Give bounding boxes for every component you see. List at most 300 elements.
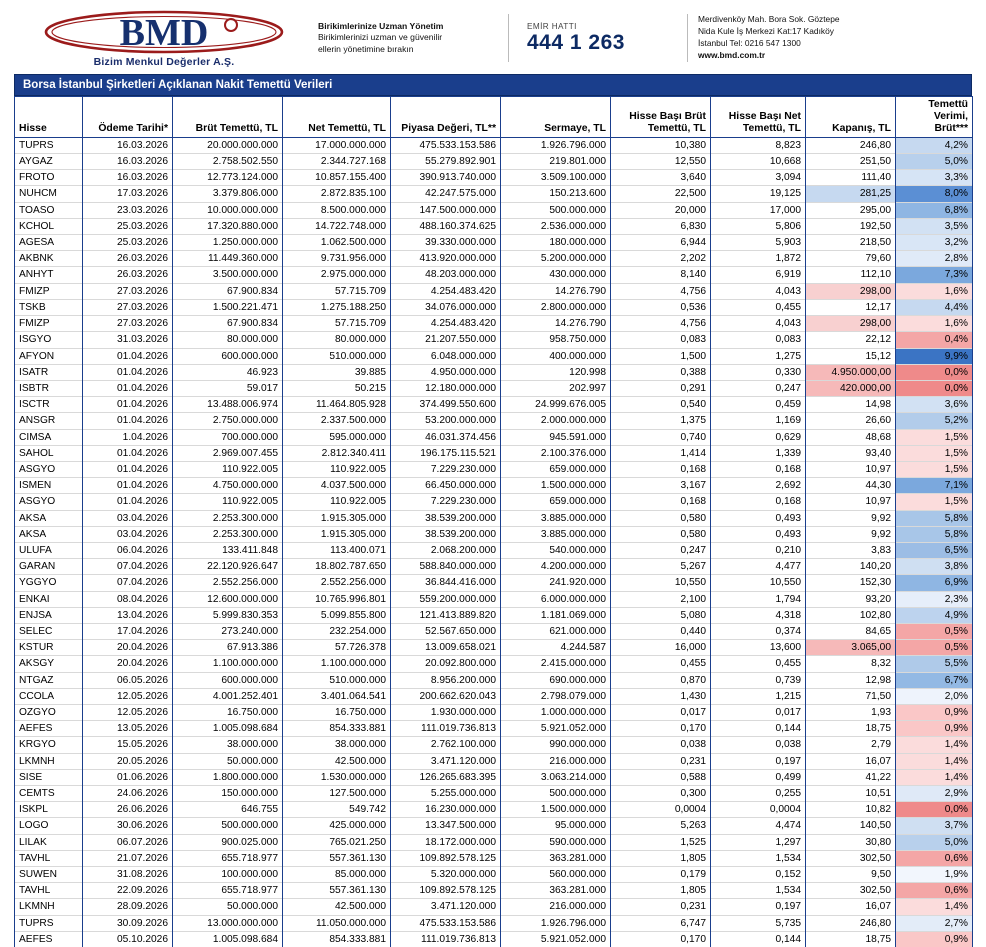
cell-hisse-basi-brut: 2,202	[611, 251, 711, 267]
cell-net-temettu: 595.000.000	[283, 429, 391, 445]
cell-odeme-tarihi: 30.09.2026	[83, 915, 173, 931]
cell-sermaye: 990.000.000	[501, 737, 611, 753]
cell-brut-temettu: 2.750.000.000	[173, 413, 283, 429]
cell-net-temettu: 5.099.855.800	[283, 607, 391, 623]
cell-sermaye: 363.281.000	[501, 850, 611, 866]
cell-brut-temettu: 80.000.000	[173, 332, 283, 348]
cell-sermaye: 1.926.796.000	[501, 915, 611, 931]
cell-hisse-basi-brut: 0,588	[611, 769, 711, 785]
cell-odeme-tarihi: 31.03.2026	[83, 332, 173, 348]
cell-hisse-basi-net: 0,493	[711, 526, 806, 542]
cell-hisse-basi-net: 0,247	[711, 380, 806, 396]
cell-piyasa-degeri: 121.413.889.820	[391, 607, 501, 623]
cell-net-temettu: 4.037.500.000	[283, 478, 391, 494]
cell-piyasa-degeri: 196.175.115.521	[391, 445, 501, 461]
cell-kapanis: 8,32	[806, 656, 896, 672]
cell-kapanis: 140,50	[806, 818, 896, 834]
cell-sermaye: 659.000.000	[501, 461, 611, 477]
cell-brut-temettu: 600.000.000	[173, 672, 283, 688]
cell-net-temettu: 42.500.000	[283, 753, 391, 769]
table-body	[15, 137, 973, 947]
cell-odeme-tarihi: 12.05.2026	[83, 688, 173, 704]
hotline-block	[519, 22, 677, 54]
cell-brut-temettu: 12.773.124.000	[173, 170, 283, 186]
cell-piyasa-degeri: 488.160.374.625	[391, 218, 501, 234]
cell-net-temettu: 85.000.000	[283, 867, 391, 883]
col-header-brut-temettu[interactable]: Brüt Temettü, TL	[173, 97, 283, 138]
table-row	[15, 332, 973, 348]
cell-temettu-verimi: 3,6%	[896, 397, 973, 413]
table-row	[15, 397, 973, 413]
cell-hisse-basi-net: 4,043	[711, 316, 806, 332]
cell-sermaye: 659.000.000	[501, 494, 611, 510]
cell-brut-temettu: 1.800.000.000	[173, 769, 283, 785]
cell-piyasa-degeri: 559.200.000.000	[391, 591, 501, 607]
cell-hisse-basi-net: 4,474	[711, 818, 806, 834]
cell-brut-temettu: 3.500.000.000	[173, 267, 283, 283]
cell-temettu-verimi: 0,6%	[896, 850, 973, 866]
cell-hisse: ASGYO	[15, 461, 83, 477]
cell-kapanis: 281,25	[806, 186, 896, 202]
col-header-odeme-tarihi[interactable]: Ödeme Tarihi*	[83, 97, 173, 138]
cell-sermaye: 3.885.000.000	[501, 510, 611, 526]
cell-sermaye: 216.000.000	[501, 753, 611, 769]
cell-piyasa-degeri: 475.533.153.586	[391, 915, 501, 931]
cell-net-temettu: 2.337.500.000	[283, 413, 391, 429]
table-row	[15, 575, 973, 591]
cell-temettu-verimi: 7,3%	[896, 267, 973, 283]
cell-hisse-basi-brut: 0,231	[611, 899, 711, 915]
cell-net-temettu: 8.500.000.000	[283, 202, 391, 218]
cell-temettu-verimi: 6,8%	[896, 202, 973, 218]
cell-kapanis: 71,50	[806, 688, 896, 704]
cell-odeme-tarihi: 23.03.2026	[83, 202, 173, 218]
cell-sermaye: 945.591.000	[501, 429, 611, 445]
table-row	[15, 364, 973, 380]
cell-temettu-verimi: 3,2%	[896, 235, 973, 251]
cell-temettu-verimi: 4,9%	[896, 607, 973, 623]
cell-kapanis: 79,60	[806, 251, 896, 267]
cell-kapanis: 1,93	[806, 704, 896, 720]
cell-brut-temettu: 67.900.834	[173, 316, 283, 332]
cell-hisse-basi-net: 0,144	[711, 721, 806, 737]
cell-brut-temettu: 2.552.256.000	[173, 575, 283, 591]
cell-kapanis: 420.000,00	[806, 380, 896, 396]
cell-temettu-verimi: 1,4%	[896, 769, 973, 785]
cell-kapanis: 16,07	[806, 899, 896, 915]
cell-kapanis: 302,50	[806, 883, 896, 899]
cell-hisse-basi-net: 3,094	[711, 170, 806, 186]
table-row	[15, 413, 973, 429]
cell-temettu-verimi: 1,4%	[896, 753, 973, 769]
cell-brut-temettu: 273.240.000	[173, 623, 283, 639]
hotline-number: 444 1 263	[527, 30, 625, 54]
cell-piyasa-degeri: 53.200.000.000	[391, 413, 501, 429]
table-row	[15, 494, 973, 510]
cell-hisse: AYGAZ	[15, 154, 83, 170]
cell-piyasa-degeri: 7.229.230.000	[391, 461, 501, 477]
cell-hisse: ISKPL	[15, 802, 83, 818]
cell-sermaye: 2.415.000.000	[501, 656, 611, 672]
cell-odeme-tarihi: 25.03.2026	[83, 218, 173, 234]
cell-kapanis: 10,51	[806, 785, 896, 801]
cell-odeme-tarihi: 31.08.2026	[83, 867, 173, 883]
cell-hisse-basi-net: 6,919	[711, 267, 806, 283]
cell-piyasa-degeri: 475.533.153.586	[391, 137, 501, 153]
cell-hisse-basi-brut: 1,805	[611, 883, 711, 899]
cell-temettu-verimi: 0,0%	[896, 802, 973, 818]
cell-brut-temettu: 150.000.000	[173, 785, 283, 801]
cell-net-temettu: 11.464.805.928	[283, 397, 391, 413]
cell-net-temettu: 2.812.340.411	[283, 445, 391, 461]
cell-net-temettu: 3.401.064.541	[283, 688, 391, 704]
cell-odeme-tarihi: 12.05.2026	[83, 704, 173, 720]
cell-kapanis: 111,40	[806, 170, 896, 186]
cell-brut-temettu: 133.411.848	[173, 542, 283, 558]
cell-hisse-basi-brut: 0,536	[611, 299, 711, 315]
cell-odeme-tarihi: 20.04.2026	[83, 656, 173, 672]
cell-brut-temettu: 2.253.300.000	[173, 526, 283, 542]
cell-hisse: LKMNH	[15, 899, 83, 915]
cell-hisse: ULUFA	[15, 542, 83, 558]
cell-temettu-verimi: 1,4%	[896, 899, 973, 915]
cell-sermaye: 621.000.000	[501, 623, 611, 639]
cell-hisse-basi-brut: 0,017	[611, 704, 711, 720]
cell-hisse-basi-brut: 20,000	[611, 202, 711, 218]
cell-sermaye: 180.000.000	[501, 235, 611, 251]
table-row	[15, 656, 973, 672]
dividend-table	[14, 96, 973, 947]
cell-sermaye: 216.000.000	[501, 899, 611, 915]
cell-hisse: SAHOL	[15, 445, 83, 461]
cell-net-temettu: 765.021.250	[283, 834, 391, 850]
cell-piyasa-degeri: 147.500.000.000	[391, 202, 501, 218]
cell-odeme-tarihi: 01.04.2026	[83, 445, 173, 461]
cell-kapanis: 10,97	[806, 494, 896, 510]
cell-kapanis: 12,17	[806, 299, 896, 315]
cell-net-temettu: 2.552.256.000	[283, 575, 391, 591]
cell-piyasa-degeri: 5.320.000.000	[391, 867, 501, 883]
cell-kapanis: 10,97	[806, 461, 896, 477]
cell-brut-temettu: 11.449.360.000	[173, 251, 283, 267]
cell-kapanis: 14,98	[806, 397, 896, 413]
cell-sermaye: 3.885.000.000	[501, 526, 611, 542]
cell-odeme-tarihi: 20.04.2026	[83, 640, 173, 656]
table-row	[15, 526, 973, 542]
col-header-net-temettu[interactable]: Net Temettü, TL	[283, 97, 391, 138]
cell-brut-temettu: 1.100.000.000	[173, 656, 283, 672]
cell-hisse-basi-net: 1,275	[711, 348, 806, 364]
cell-brut-temettu: 500.000.000	[173, 818, 283, 834]
cell-odeme-tarihi: 27.03.2026	[83, 316, 173, 332]
table-row	[15, 186, 973, 202]
cell-hisse-basi-brut: 5,267	[611, 559, 711, 575]
cell-odeme-tarihi: 21.07.2026	[83, 850, 173, 866]
cell-piyasa-degeri: 390.913.740.000	[391, 170, 501, 186]
address-block	[698, 14, 840, 62]
cell-piyasa-degeri: 13.347.500.000	[391, 818, 501, 834]
website-link[interactable]: www.bmd.com.tr	[698, 49, 766, 60]
col-header-hisse[interactable]: Hisse	[15, 97, 83, 138]
cell-temettu-verimi: 3,8%	[896, 559, 973, 575]
table-header-row	[15, 97, 973, 138]
cell-temettu-verimi: 5,0%	[896, 154, 973, 170]
table-row	[15, 202, 973, 218]
cell-odeme-tarihi: 01.04.2026	[83, 413, 173, 429]
cell-hisse-basi-net: 2,692	[711, 478, 806, 494]
address-line-2: Nida Kule İş Merkezi Kat:17 Kadıköy	[698, 26, 834, 37]
cell-temettu-verimi: 0,0%	[896, 380, 973, 396]
cell-hisse-basi-brut: 0,170	[611, 721, 711, 737]
cell-kapanis: 9,50	[806, 867, 896, 883]
cell-brut-temettu: 50.000.000	[173, 753, 283, 769]
cell-piyasa-degeri: 4.950.000.000	[391, 364, 501, 380]
cell-temettu-verimi: 2,9%	[896, 785, 973, 801]
cell-piyasa-degeri: 588.840.000.000	[391, 559, 501, 575]
table-row	[15, 915, 973, 931]
cell-hisse-basi-brut: 16,000	[611, 640, 711, 656]
cell-piyasa-degeri: 52.567.650.000	[391, 623, 501, 639]
cell-sermaye: 95.000.000	[501, 818, 611, 834]
cell-hisse-basi-net: 1,339	[711, 445, 806, 461]
cell-hisse-basi-net: 5,903	[711, 235, 806, 251]
cell-temettu-verimi: 6,9%	[896, 575, 973, 591]
cell-brut-temettu: 1.005.098.684	[173, 931, 283, 947]
cell-piyasa-degeri: 200.662.620.043	[391, 688, 501, 704]
cell-odeme-tarihi: 20.05.2026	[83, 753, 173, 769]
cell-odeme-tarihi: 01.06.2026	[83, 769, 173, 785]
cell-odeme-tarihi: 30.06.2026	[83, 818, 173, 834]
cell-hisse-basi-net: 17,000	[711, 202, 806, 218]
table-title: Borsa İstanbul Şirketleri Açıklanan Nakit Temettü Verileri	[14, 74, 972, 96]
cell-hisse-basi-net: 0,499	[711, 769, 806, 785]
cell-kapanis: 251,50	[806, 154, 896, 170]
col-header-sermaye[interactable]: Sermaye, TL	[501, 97, 611, 138]
cell-piyasa-degeri: 20.092.800.000	[391, 656, 501, 672]
cell-hisse-basi-brut: 0,038	[611, 737, 711, 753]
cell-hisse: AEFES	[15, 721, 83, 737]
cell-hisse-basi-brut: 5,263	[611, 818, 711, 834]
company-logo	[14, 9, 314, 68]
cell-hisse-basi-brut: 3,640	[611, 170, 711, 186]
cell-hisse-basi-net: 0,330	[711, 364, 806, 380]
cell-hisse-basi-net: 0,455	[711, 299, 806, 315]
cell-temettu-verimi: 1,5%	[896, 494, 973, 510]
cell-net-temettu: 2.872.835.100	[283, 186, 391, 202]
cell-net-temettu: 9.731.956.000	[283, 251, 391, 267]
cell-sermaye: 24.999.676.005	[501, 397, 611, 413]
col-header-hisse-basi-brut[interactable]: Hisse Başı Brüt Temettü, TL	[611, 97, 711, 138]
cell-hisse-basi-net: 4,043	[711, 283, 806, 299]
cell-piyasa-degeri: 126.265.683.395	[391, 769, 501, 785]
cell-odeme-tarihi: 26.03.2026	[83, 267, 173, 283]
cell-net-temettu: 549.742	[283, 802, 391, 818]
cell-brut-temettu: 20.000.000.000	[173, 137, 283, 153]
cell-sermaye: 5.921.052.000	[501, 721, 611, 737]
divider-1	[508, 14, 509, 62]
col-header-piyasa-degeri[interactable]: Piyasa Değeri, TL**	[391, 97, 501, 138]
cell-temettu-verimi: 1,6%	[896, 283, 973, 299]
cell-net-temettu: 10.857.155.400	[283, 170, 391, 186]
cell-odeme-tarihi: 26.06.2026	[83, 802, 173, 818]
cell-hisse-basi-net: 5,806	[711, 218, 806, 234]
cell-hisse-basi-net: 5,735	[711, 915, 806, 931]
cell-kapanis: 192,50	[806, 218, 896, 234]
cell-sermaye: 2.100.376.000	[501, 445, 611, 461]
cell-piyasa-degeri: 8.956.200.000	[391, 672, 501, 688]
cell-sermaye: 430.000.000	[501, 267, 611, 283]
cell-net-temettu: 17.000.000.000	[283, 137, 391, 153]
cell-hisse: KRGYO	[15, 737, 83, 753]
table-row	[15, 380, 973, 396]
cell-sermaye: 500.000.000	[501, 202, 611, 218]
cell-piyasa-degeri: 66.450.000.000	[391, 478, 501, 494]
table-row	[15, 461, 973, 477]
cell-net-temettu: 16.750.000	[283, 704, 391, 720]
cell-brut-temettu: 10.000.000.000	[173, 202, 283, 218]
cell-hisse: CIMSA	[15, 429, 83, 445]
cell-brut-temettu: 1.250.000.000	[173, 235, 283, 251]
cell-odeme-tarihi: 06.07.2026	[83, 834, 173, 850]
cell-hisse-basi-net: 0,629	[711, 429, 806, 445]
cell-odeme-tarihi: 01.04.2026	[83, 380, 173, 396]
cell-brut-temettu: 22.120.926.647	[173, 559, 283, 575]
cell-hisse-basi-net: 4,318	[711, 607, 806, 623]
cell-net-temettu: 110.922.005	[283, 494, 391, 510]
cell-hisse: KCHOL	[15, 218, 83, 234]
cell-hisse: NTGAZ	[15, 672, 83, 688]
cell-hisse-basi-brut: 0,168	[611, 494, 711, 510]
cell-piyasa-degeri: 39.330.000.000	[391, 235, 501, 251]
cell-hisse-basi-net: 0,255	[711, 785, 806, 801]
cell-hisse-basi-brut: 1,525	[611, 834, 711, 850]
cell-sermaye: 1.000.000.000	[501, 704, 611, 720]
cell-hisse-basi-net: 0,168	[711, 461, 806, 477]
table-row	[15, 559, 973, 575]
table-row	[15, 899, 973, 915]
cell-kapanis: 4.950.000,00	[806, 364, 896, 380]
table-row	[15, 640, 973, 656]
cell-kapanis: 93,20	[806, 591, 896, 607]
cell-hisse-basi-brut: 10,550	[611, 575, 711, 591]
cell-net-temettu: 1.062.500.000	[283, 235, 391, 251]
cell-piyasa-degeri: 4.254.483.420	[391, 316, 501, 332]
cell-hisse: AFYON	[15, 348, 83, 364]
cell-sermaye: 120.998	[501, 364, 611, 380]
cell-piyasa-degeri: 12.180.000.000	[391, 380, 501, 396]
cell-hisse-basi-net: 0,197	[711, 899, 806, 915]
cell-hisse-basi-brut: 0,231	[611, 753, 711, 769]
cell-hisse-basi-brut: 1,805	[611, 850, 711, 866]
cell-brut-temettu: 17.320.880.000	[173, 218, 283, 234]
cell-kapanis: 15,12	[806, 348, 896, 364]
cell-sermaye: 4.200.000.000	[501, 559, 611, 575]
cell-hisse-basi-brut: 22,500	[611, 186, 711, 202]
cell-hisse-basi-brut: 1,500	[611, 348, 711, 364]
cell-odeme-tarihi: 01.04.2026	[83, 494, 173, 510]
cell-temettu-verimi: 0,9%	[896, 931, 973, 947]
cell-piyasa-degeri: 48.203.000.000	[391, 267, 501, 283]
cell-hisse-basi-net: 0,0004	[711, 802, 806, 818]
cell-hisse: LKMNH	[15, 753, 83, 769]
cell-piyasa-degeri: 46.031.374.456	[391, 429, 501, 445]
cell-hisse: ANHYT	[15, 267, 83, 283]
cell-hisse-basi-net: 8,823	[711, 137, 806, 153]
cell-temettu-verimi: 1,5%	[896, 461, 973, 477]
cell-odeme-tarihi: 22.09.2026	[83, 883, 173, 899]
table-row	[15, 170, 973, 186]
cell-brut-temettu: 110.922.005	[173, 494, 283, 510]
cell-hisse-basi-net: 0,210	[711, 542, 806, 558]
cell-net-temettu: 42.500.000	[283, 899, 391, 915]
col-header-temettu-verimi[interactable]: Temettü Verimi, Brüt***	[896, 97, 973, 138]
table-row	[15, 883, 973, 899]
cell-kapanis: 18,75	[806, 931, 896, 947]
cell-hisse: AKSA	[15, 510, 83, 526]
col-header-hisse-basi-net[interactable]: Hisse Başı Net Temettü, TL	[711, 97, 806, 138]
cell-net-temettu: 2.975.000.000	[283, 267, 391, 283]
cell-hisse-basi-brut: 6,747	[611, 915, 711, 931]
cell-kapanis: 152,30	[806, 575, 896, 591]
cell-hisse-basi-brut: 10,380	[611, 137, 711, 153]
cell-net-temettu: 38.000.000	[283, 737, 391, 753]
cell-net-temettu: 39.885	[283, 364, 391, 380]
cell-brut-temettu: 110.922.005	[173, 461, 283, 477]
cell-net-temettu: 2.344.727.168	[283, 154, 391, 170]
cell-temettu-verimi: 0,5%	[896, 623, 973, 639]
cell-hisse-basi-net: 1,872	[711, 251, 806, 267]
slogan-block	[314, 21, 498, 55]
cell-sermaye: 560.000.000	[501, 867, 611, 883]
cell-kapanis: 298,00	[806, 283, 896, 299]
cell-kapanis: 26,60	[806, 413, 896, 429]
cell-net-temettu: 18.802.787.650	[283, 559, 391, 575]
cell-hisse-basi-brut: 3,167	[611, 478, 711, 494]
cell-sermaye: 14.276.790	[501, 316, 611, 332]
cell-hisse-basi-brut: 0,247	[611, 542, 711, 558]
cell-brut-temettu: 5.999.830.353	[173, 607, 283, 623]
cell-piyasa-degeri: 7.229.230.000	[391, 494, 501, 510]
cell-net-temettu: 854.333.881	[283, 931, 391, 947]
cell-temettu-verimi: 0,5%	[896, 640, 973, 656]
cell-kapanis: 295,00	[806, 202, 896, 218]
col-header-kapanis[interactable]: Kapanış, TL	[806, 97, 896, 138]
cell-sermaye: 400.000.000	[501, 348, 611, 364]
address-line-1: Merdivenköy Mah. Bora Sok. Göztepe	[698, 14, 840, 25]
cell-kapanis: 2,79	[806, 737, 896, 753]
cell-hisse-basi-net: 0,374	[711, 623, 806, 639]
table-row	[15, 542, 973, 558]
cell-net-temettu: 1.530.000.000	[283, 769, 391, 785]
cell-sermaye: 500.000.000	[501, 785, 611, 801]
cell-temettu-verimi: 2,0%	[896, 688, 973, 704]
cell-temettu-verimi: 1,6%	[896, 316, 973, 332]
cell-hisse: TOASO	[15, 202, 83, 218]
cell-hisse-basi-brut: 0,388	[611, 364, 711, 380]
cell-hisse: AKSGY	[15, 656, 83, 672]
cell-odeme-tarihi: 07.04.2026	[83, 559, 173, 575]
cell-odeme-tarihi: 16.03.2026	[83, 137, 173, 153]
cell-net-temettu: 1.915.305.000	[283, 526, 391, 542]
cell-hisse: SUWEN	[15, 867, 83, 883]
page-header	[0, 0, 986, 74]
cell-odeme-tarihi: 17.04.2026	[83, 623, 173, 639]
table-row	[15, 753, 973, 769]
cell-kapanis: 10,82	[806, 802, 896, 818]
cell-odeme-tarihi: 13.04.2026	[83, 607, 173, 623]
cell-hisse: FMIZP	[15, 316, 83, 332]
table-row	[15, 445, 973, 461]
